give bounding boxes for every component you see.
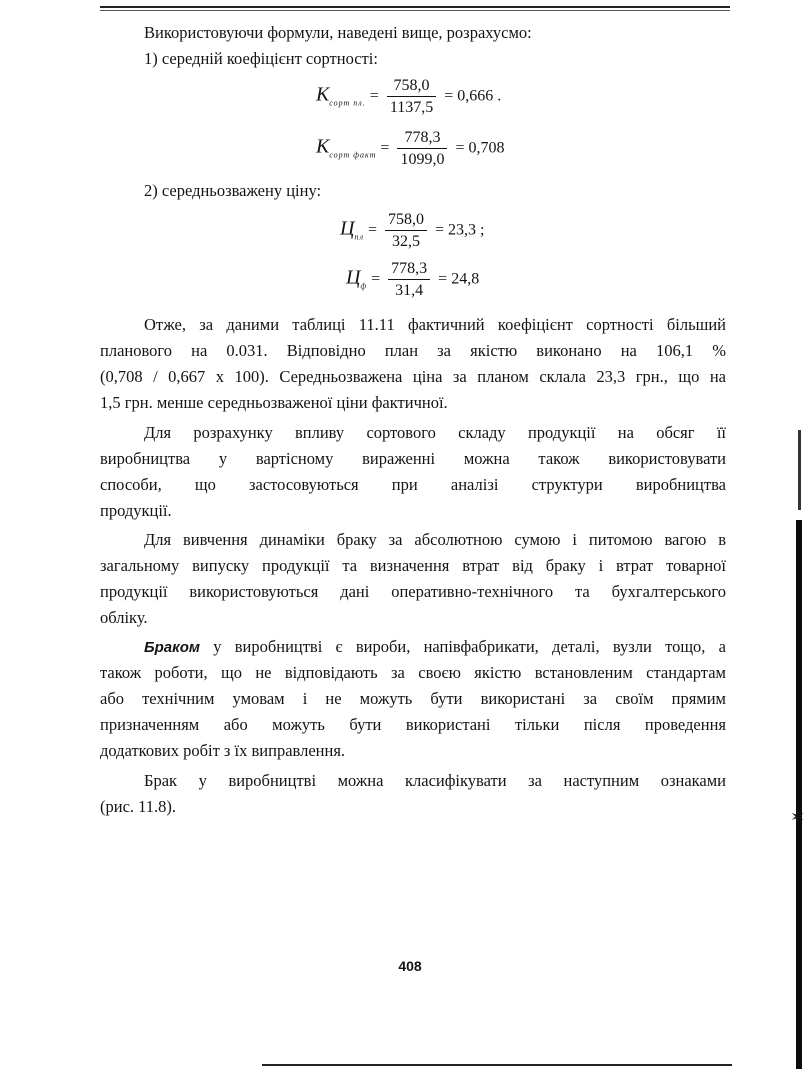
- formula-k-plan: $К_{сорт пл.}$ = $\frac{758,0}{1137,5}$ = 0,666 .: [316, 77, 502, 116]
- numerator: 778,3: [388, 261, 430, 280]
- paragraph-1: [100, 312, 726, 416]
- denominator: 32,5: [391, 233, 420, 250]
- paragraph-line: (рис. 11.8).: [100, 797, 177, 816]
- intro-line: Використовуючи формули, наведені вище, розрахусмо:: [144, 23, 532, 42]
- paragraph-4: [100, 634, 726, 764]
- formula-result: = 0,666 .: [444, 87, 502, 105]
- numerator: 758,0: [385, 212, 427, 231]
- denominator: 1099,0: [400, 151, 445, 168]
- formula-symbol: Ц: [340, 217, 355, 240]
- formula-symbol: Ц: [346, 266, 361, 289]
- formula-c-plan: $Ц_{пл}$ = $\frac{758,0}{32,5}$ = 23,3 ;: [340, 211, 485, 250]
- paragraph-line: продукції використовуються дані оперативно-технічного та бухгалтерського: [100, 582, 726, 601]
- defined-term: Браком: [144, 639, 200, 656]
- paragraph-line: 1,5 грн. менше середньозваженої ціни фактичної.: [100, 393, 448, 412]
- paragraph-line: Для вивчення динаміки браку за абсолютною сумою і питомою вагою в: [144, 530, 726, 549]
- fraction: [387, 78, 436, 116]
- paragraph-line: Брак у виробництві можна класифікувати за наступним ознаками: [144, 771, 726, 790]
- paragraph-2: [100, 420, 726, 524]
- fraction: [385, 212, 427, 250]
- paragraph-line: Отже, за даними таблиці 11.11 фактичний коефіцієнт сортності більший: [144, 315, 726, 334]
- paragraph-line: [100, 634, 726, 660]
- fraction: [397, 130, 447, 168]
- paragraph-line-rest: у виробництві є вироби, напівфабрикати, деталі, вузли тощо, а: [200, 637, 726, 656]
- formula-subscript: пл: [354, 232, 364, 242]
- formula-subscript: ф: [360, 281, 368, 291]
- formula-subscript: сорт пл.: [329, 98, 366, 108]
- intro-block: [100, 20, 726, 72]
- formula-symbol: К: [316, 135, 330, 158]
- paragraph-5: [100, 768, 726, 820]
- paragraph-line: або технічним умовам і не можуть бути використані за своїм прямим: [100, 689, 726, 708]
- formula-result: = 24,8: [438, 270, 480, 288]
- header-rule-thin: [100, 10, 730, 11]
- footer-rule: [262, 1064, 732, 1066]
- formula-symbol: К: [316, 83, 330, 106]
- denominator: 31,4: [395, 282, 424, 299]
- scan-edge-mark: [798, 430, 801, 510]
- fraction: [388, 261, 430, 299]
- paragraph-line: також роботи, що не відповідають за своєю якістю встановленим стандартам: [100, 663, 726, 682]
- header-rule: [100, 6, 730, 8]
- paragraph-line: виробництва у вартісному вираженні можна також використовувати: [100, 449, 726, 468]
- paragraph-line: планового на 0.031. Відповідно план за якістю виконано на 106,1 %: [100, 341, 726, 360]
- paragraph-line: загальному випуску продукції та визначення втрат від браку і втрат товарної: [100, 556, 726, 575]
- numerator: 778,3: [397, 130, 447, 149]
- paragraph-line: (0,708 / 0,667 х 100). Середньозважена ціна за планом склала 23,3 грн., що на: [100, 367, 726, 386]
- numerator: 758,0: [387, 78, 436, 97]
- list-item-2: 2) середньозважену ціну:: [144, 181, 322, 200]
- formula-result: = 0,708: [455, 139, 505, 157]
- list-item-1: 1) середній коефіцієнт сортності:: [144, 49, 378, 68]
- item2-block: [100, 178, 726, 204]
- page-number: 408: [398, 958, 422, 974]
- formula-subscript: сорт факт: [329, 150, 377, 160]
- formula-c-fact: $Ц_ф$ = $\frac{778,3}{31,4}$ = 24,8: [346, 260, 480, 299]
- scan-artifact-icon: ✶: [790, 807, 806, 827]
- paragraph-3: [100, 527, 726, 631]
- scan-edge-bar: [796, 520, 802, 1069]
- paragraph-line: призначенням або можуть бути використані тільки після проведення: [100, 715, 726, 734]
- paragraph-line: способи, що застосовуються при аналізі структури виробництва: [100, 475, 726, 494]
- paragraph-line: обліку.: [100, 608, 148, 627]
- paragraph-line: Для розрахунку впливу сортового складу продукції на обсяг її: [144, 423, 726, 442]
- denominator: 1137,5: [389, 99, 434, 116]
- formula-result: = 23,3 ;: [434, 221, 485, 239]
- paragraph-line: продукції.: [100, 501, 172, 520]
- formula-k-fact: $К_{сорт факт}$ = $\frac{778,3}{1099,0}$ = 0,708: [316, 129, 505, 168]
- paragraph-line: додаткових робіт з їх виправлення.: [100, 741, 346, 760]
